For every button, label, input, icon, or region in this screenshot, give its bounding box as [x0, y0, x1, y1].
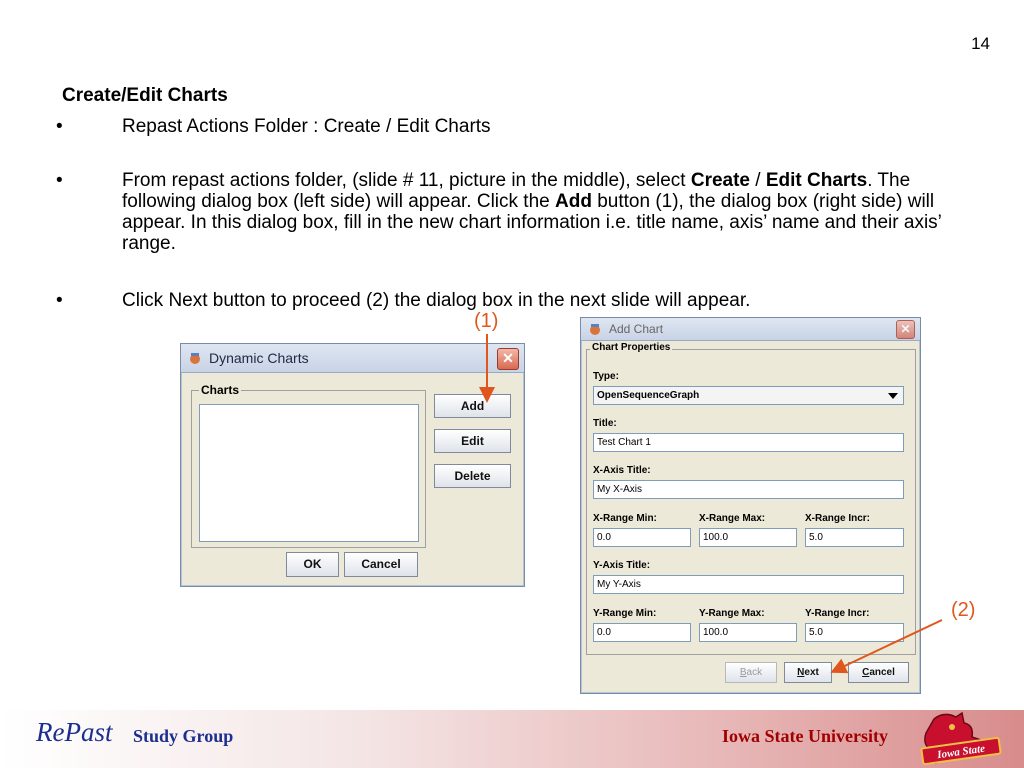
- xaxis-label: X-Axis Title:: [593, 465, 651, 476]
- xmin-input[interactable]: 0.0: [593, 528, 691, 547]
- cancel-button[interactable]: Cancel: [848, 662, 909, 683]
- cancel-button[interactable]: Cancel: [344, 552, 418, 577]
- yincr-input[interactable]: 5.0: [805, 623, 904, 642]
- ymax-label: Y-Range Max:: [699, 608, 765, 619]
- cyclone-mascot-logo: [914, 711, 1004, 767]
- back-button[interactable]: Back: [725, 662, 777, 683]
- delete-button[interactable]: Delete: [434, 464, 511, 488]
- yincr-label: Y-Range Incr:: [805, 608, 870, 619]
- bullet-text-3: Click Next button to proceed (2) the dialog box in the next slide will appear.: [122, 290, 751, 311]
- bullet-marker: •: [56, 290, 63, 311]
- xincr-input[interactable]: 5.0: [805, 528, 904, 547]
- annotation-label-2: (2): [951, 599, 976, 621]
- charts-group-label: Charts: [201, 383, 240, 397]
- slide-number: 14: [971, 34, 990, 53]
- repast-logo-text: RePast: [36, 717, 113, 747]
- add-button[interactable]: Add: [434, 394, 511, 418]
- ok-button[interactable]: OK: [286, 552, 339, 577]
- bullet-marker: •: [56, 170, 63, 191]
- type-select[interactable]: OpenSequenceGraph: [593, 386, 904, 405]
- edit-button[interactable]: Edit: [434, 429, 511, 453]
- dialog-title: Add Chart: [609, 322, 664, 336]
- bullet-marker: •: [56, 116, 63, 137]
- svg-text:Iowa State: Iowa State: [936, 742, 986, 762]
- title-label: Title:: [593, 418, 617, 429]
- dialog-title: Dynamic Charts: [209, 350, 309, 366]
- yaxis-input[interactable]: My Y-Axis: [593, 575, 904, 594]
- study-group-text: Study Group: [133, 726, 234, 746]
- ymin-input[interactable]: 0.0: [593, 623, 691, 642]
- slide-heading: Create/Edit Charts: [62, 85, 228, 106]
- type-label: Type:: [593, 371, 619, 382]
- arrow-2: [834, 620, 942, 671]
- xmin-label: X-Range Min:: [593, 513, 657, 524]
- xaxis-input[interactable]: My X-Axis: [593, 480, 904, 499]
- xmax-input[interactable]: 100.0: [699, 528, 797, 547]
- close-icon[interactable]: ✕: [896, 320, 915, 339]
- bullet-text-2: From repast actions folder, (slide # 11, picture in the middle), select Create / Edit Charts. The following dialog box (left side) will appear. Click the Add button (1), the dialog box (right side) will appear. In this dialog box, fill in the new chart information i.e. title name, axis’ name and their axis’ range.: [122, 170, 942, 254]
- ymax-input[interactable]: 100.0: [699, 623, 797, 642]
- university-name: Iowa State University: [722, 726, 888, 746]
- chart-properties-label: Chart Properties: [592, 342, 671, 353]
- yaxis-label: Y-Axis Title:: [593, 560, 651, 571]
- close-icon[interactable]: ✕: [497, 348, 519, 370]
- next-button[interactable]: Next: [784, 662, 832, 683]
- xmax-label: X-Range Max:: [699, 513, 766, 524]
- bullet-text-1: Repast Actions Folder : Create / Edit Charts: [122, 116, 491, 137]
- xincr-label: X-Range Incr:: [805, 513, 871, 524]
- annotation-label-1: (1): [474, 310, 499, 332]
- ymin-label: Y-Range Min:: [593, 608, 657, 619]
- title-input[interactable]: Test Chart 1: [593, 433, 904, 452]
